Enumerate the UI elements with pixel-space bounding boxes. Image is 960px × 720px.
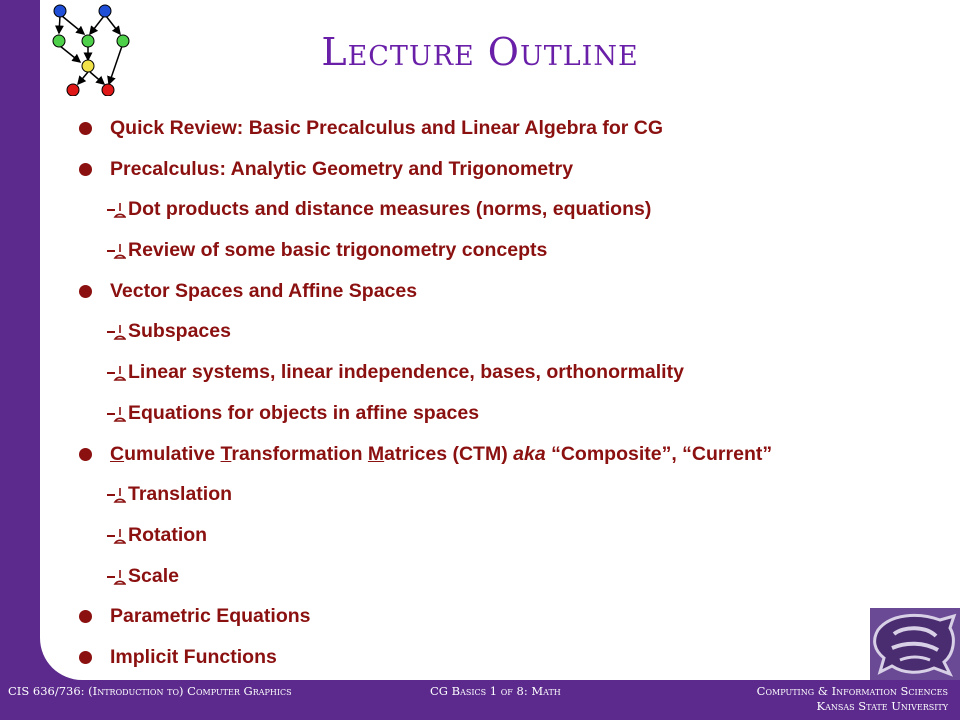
slide-title: Lecture Outline	[321, 30, 639, 74]
outline-item-text: Linear systems, linear independence, bases, orthonormality	[128, 361, 684, 384]
outline-item	[0, 637, 960, 678]
footer-university: Kansas State University	[816, 699, 948, 713]
outline-subitem	[0, 556, 960, 597]
sub-bullet-icon	[106, 487, 126, 503]
ctm-t: T	[220, 442, 232, 465]
ctm-rest: “Composite”, “Current”	[545, 442, 773, 465]
outline-item	[0, 596, 960, 637]
outline-item	[0, 434, 960, 475]
outline-item-text: Quick Review: Basic Precalculus and Linear Algebra for CG	[110, 117, 664, 139]
footer-lecture: CG Basics 1 of 8: Math	[430, 684, 561, 698]
sub-bullet-icon	[106, 243, 126, 259]
outline-item-text: Rotation	[128, 523, 208, 546]
footer-dept: Computing & Information Sciences	[756, 684, 948, 698]
outline-subitem	[0, 474, 960, 515]
bullet-dot-icon	[79, 610, 92, 623]
outline-item-text: Review of some basic trigonometry concepts	[128, 239, 548, 262]
outline-subitem	[0, 393, 960, 434]
sub-bullet-icon	[106, 324, 126, 340]
wildcat-logo	[870, 608, 960, 680]
outline-item-text: Dot products and distance measures (norms, equations)	[128, 198, 652, 221]
ctm-atrices: atrices (CTM)	[384, 442, 514, 465]
bullet-dot-icon	[79, 448, 92, 461]
outline-subitem	[0, 352, 960, 393]
outline-item-text: Implicit Functions	[110, 645, 277, 668]
ctm-c: C	[110, 442, 125, 465]
sub-bullet-icon	[106, 528, 126, 544]
footer-course: CIS 636/736: (Introduction to) Computer Graphics	[8, 684, 292, 698]
outline-list	[0, 108, 960, 678]
outline-item-text: Parametric Equations	[110, 605, 311, 628]
bullet-dot-icon	[79, 122, 92, 135]
outline-item-text: Scale	[128, 564, 179, 587]
outline-item-text: Subspaces	[128, 320, 231, 343]
ctm-umulative: umulative	[124, 442, 221, 465]
outline-item	[0, 149, 960, 190]
sub-bullet-icon	[106, 406, 126, 422]
outline-item	[0, 271, 960, 312]
sub-bullet-icon	[106, 202, 126, 218]
outline-subitem	[0, 311, 960, 352]
outline-item-text: Translation	[128, 483, 233, 506]
sub-bullet-icon	[106, 365, 126, 381]
bullet-dot-icon	[79, 285, 92, 298]
outline-item-text: Vector Spaces and Affine Spaces	[110, 279, 418, 302]
outline-item-text: Precalculus: Analytic Geometry and Trigonometry	[110, 157, 574, 180]
outline-item-text: Equations for objects in affine spaces	[128, 401, 480, 424]
ctm-m: M	[367, 442, 385, 465]
ctm-ransformation: ransformation	[231, 442, 368, 465]
ctm-aka: aka	[513, 442, 546, 465]
bullet-dot-icon	[79, 163, 92, 176]
outline-subitem	[0, 515, 960, 556]
bullet-dot-icon	[79, 651, 92, 664]
outline-subitem	[0, 189, 960, 230]
outline-item	[0, 108, 960, 149]
footer-institution	[608, 684, 948, 714]
outline-subitem	[0, 230, 960, 271]
sub-bullet-icon	[106, 569, 126, 585]
